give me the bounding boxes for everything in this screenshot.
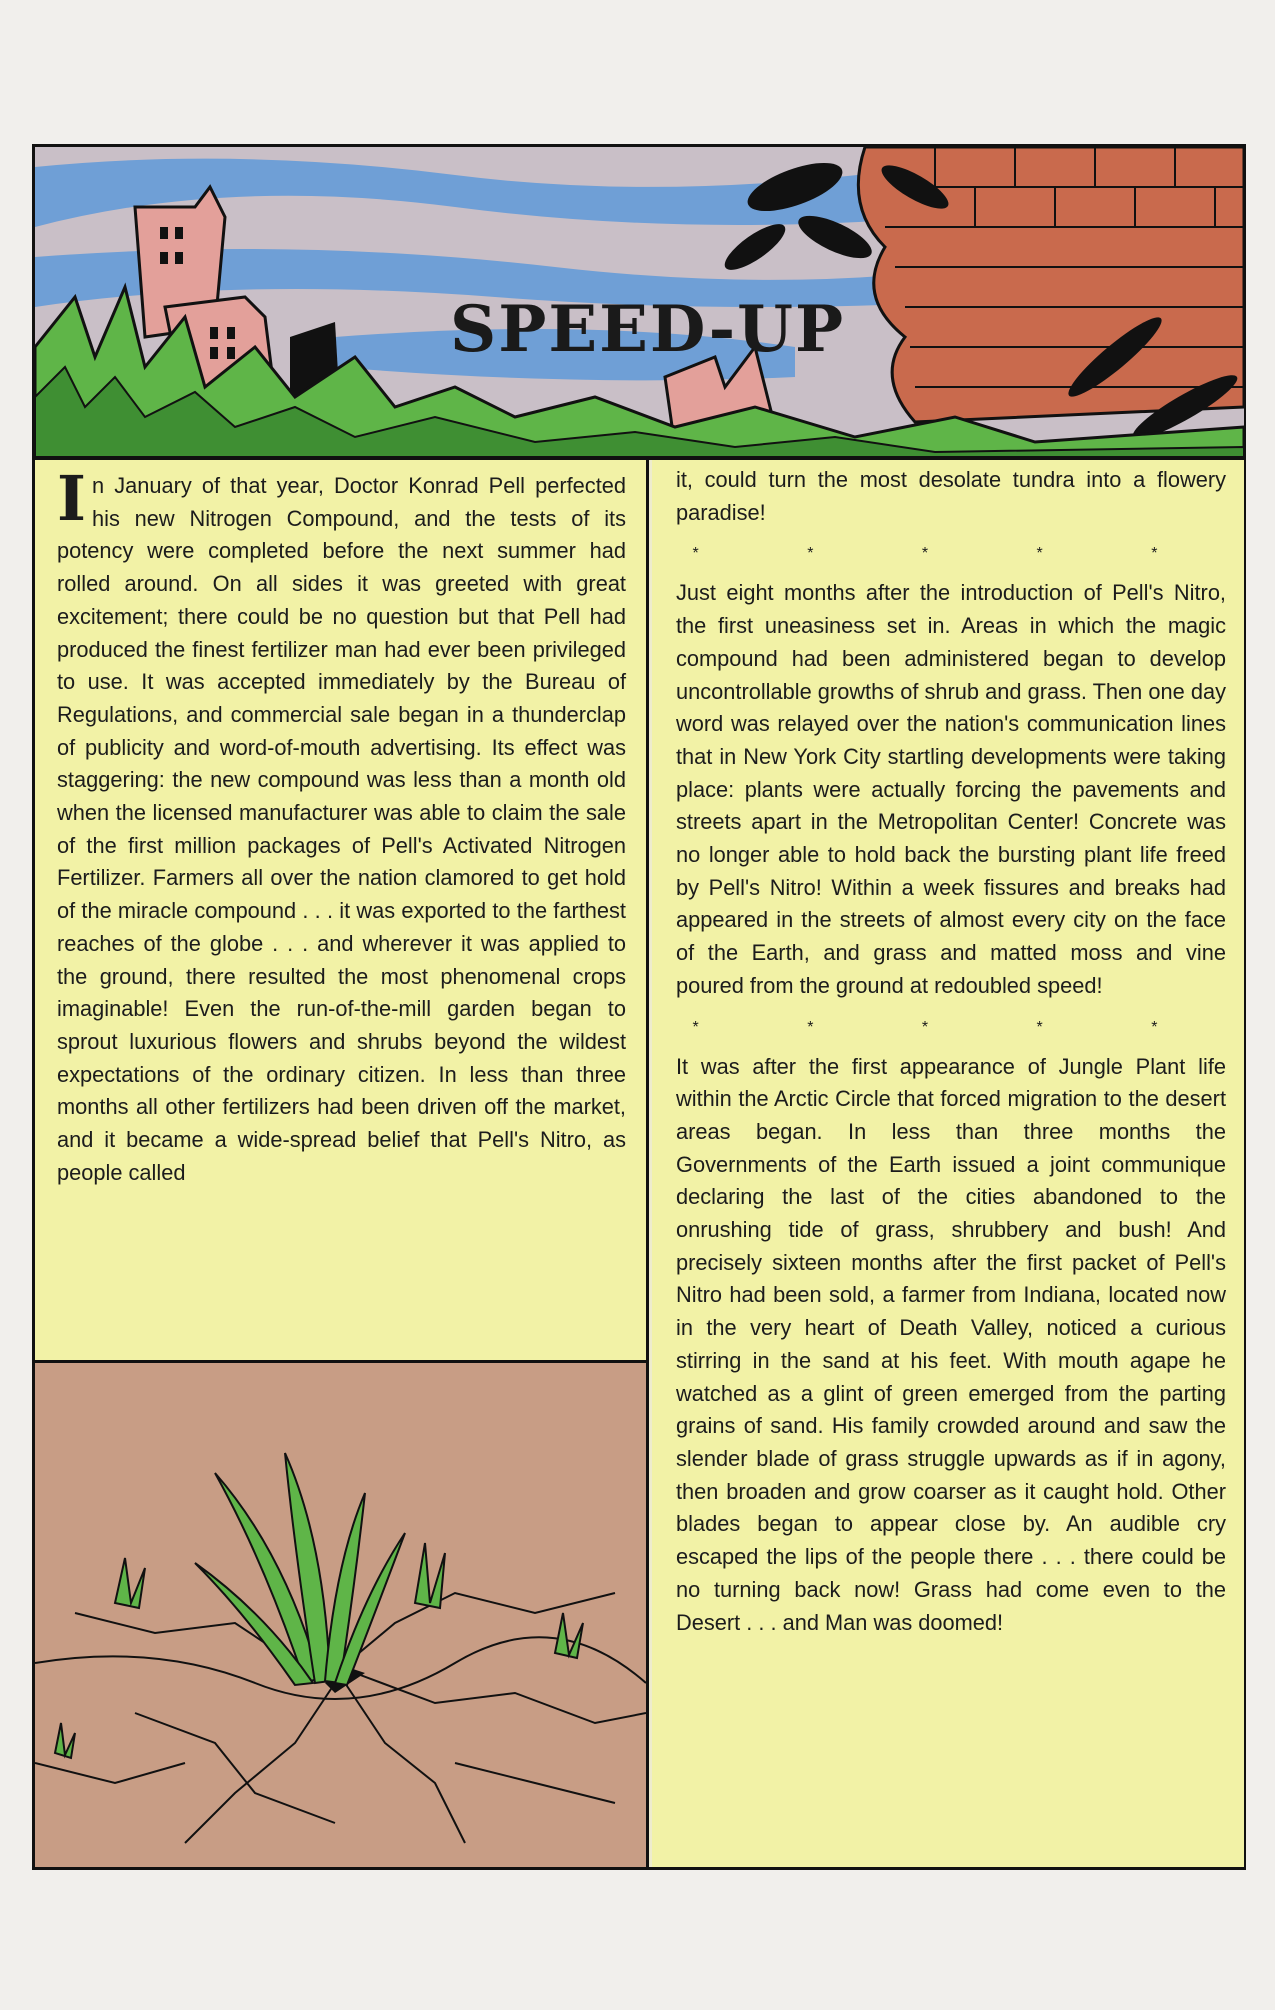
left-text-column: [35, 460, 649, 1360]
left-paragraph: n January of that year, Doctor Konrad Pell perfected his new Nitrogen Compound, and the tests of its potency were completed before the next summer had rolled around. On all sides it was greeted with great excitement; there could be no question but that Pell had produced the finest fertilizer man had ever been privileged to use. It was accepted immediately by the Bureau of Regulations, and commercial sale began in a thunderclap of publicity and word-of-mouth advertising. Its effect was staggering: the new compound was less than a month old when the licensed manufacturer was able to claim the sale of the first million packages of Pell's Activated Nitrogen Fertilizer. Farmers all over the nation clamored to get hold of the miracle compound . . . it was exported to the farthest reaches of the globe . . . and wherever it was applied to the ground, there resulted the most phenomenal crops imaginable! Even the run-of-the-mill garden began to sprout luxurious flowers and shrubs beyond the wildest expectations of the ordinary citizen. In less than three months all other fertilizers had been driven off the market, and it became a wide-spread belief that Pell's Nitro, as people called: [57, 473, 626, 1185]
section-separator-1: * * * * *: [692, 545, 1210, 563]
story-title: SPEED-UP: [450, 292, 846, 367]
desert-grass-illustration: [35, 1360, 649, 1867]
drop-cap: I: [57, 462, 87, 535]
right-paragraph-3: It was after the first appearance of Jungle Plant life within the Arctic Circle that forced migration to the desert areas began. In less than three months the Governments of the Earth issued a joint communique declaring the last of the cities abandoned to the onrushing tide of grass, shrubbery and bush! And precisely sixteen months after the first packet of Pell's Nitro had been sold, a farmer from Indiana, located now in the very heart of Death Valley, noticed a curious stirring in the sand at his feet. With mouth agape he watched as a glint of green emerged from the parting grains of sand. His family crowded around and saw the slender blade of grass struggle upwards as if in agony, then broaden and grow coarser as it caught hold. Other blades began to appear close by. An audible cry escaped the lips of the people there . . . there could be no turning back now! Grass had come even to the Desert . . . and Man was doomed!: [676, 1053, 1226, 1635]
right-paragraph-1: it, could turn the most desolate tundra into a flowery paradise!: [676, 467, 1226, 525]
right-text-column: [652, 460, 1244, 1867]
right-paragraph-2: Just eight months after the introduction of Pell's Nitro, the first uneasiness set in. Areas in which the magic compound had been administered began to develop uncontrollable growths of shrub and grass. Then one day word was relayed over the nation's communication lines that in New York City startling developments were taking place: plants were actually forcing the pavements and streets apart in the Metropolitan Center! Concrete was no longer able to hold back the bursting plant life freed by Pell's Nitro! Within a week fissures and breaks had appeared in the streets of almost every city on the face of the Earth, and grass and matted moss and vine poured from the ground at redoubled speed!: [676, 580, 1226, 998]
section-separator-2: * * * * *: [692, 1018, 1210, 1036]
